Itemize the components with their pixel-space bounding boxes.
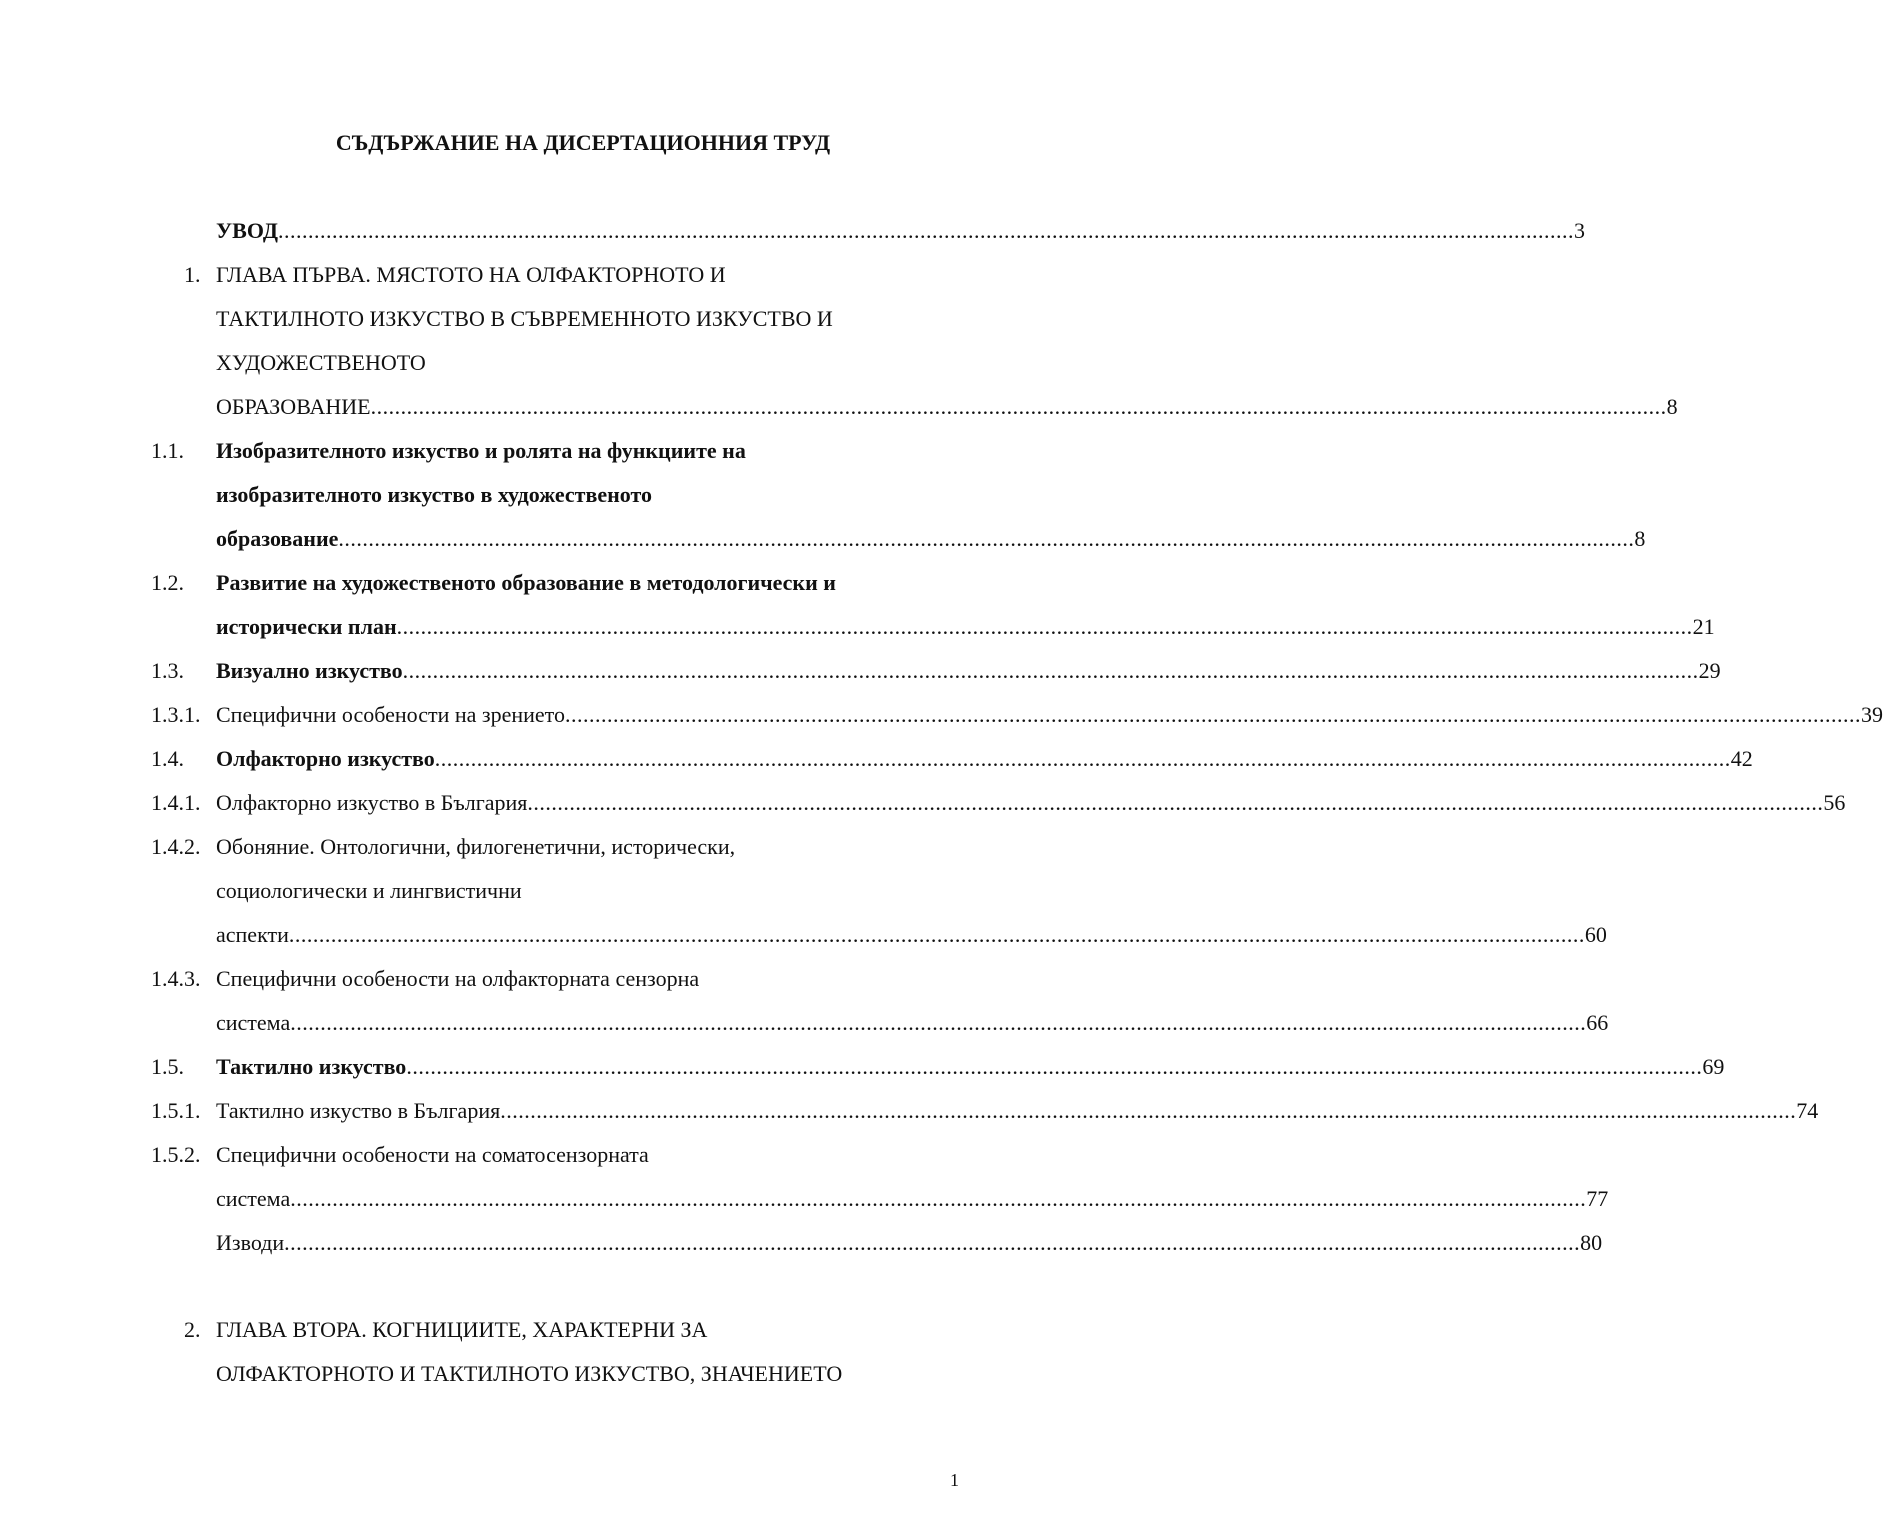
dot-leader: ........................................................................................................................................................................................................................ bbox=[370, 394, 1667, 419]
toc-page: 74 bbox=[1796, 1098, 1819, 1123]
toc-entry-1-4-3[interactable] bbox=[216, 1006, 1609, 1040]
dot-leader: ........................................................................................................................................................................................................................ bbox=[284, 1230, 1581, 1255]
toc-page: 29 bbox=[1698, 658, 1721, 683]
toc-heading-line[interactable]: ГЛАВА ВТОРА. КОГНИЦИИТЕ, ХАРАКТЕРНИ ЗА bbox=[216, 1317, 708, 1342]
toc-number: 1.4.3. bbox=[151, 966, 201, 991]
toc-entry-1-4[interactable] bbox=[216, 742, 1753, 776]
dot-leader: ........................................................................................................................................................................................................................ bbox=[290, 1186, 1587, 1211]
toc-page: 8 bbox=[1634, 526, 1646, 551]
toc-number: 1.5.1. bbox=[151, 1098, 201, 1123]
toc-label: Визуално изкуство bbox=[216, 658, 403, 683]
toc-entry-1-2[interactable] bbox=[216, 610, 1715, 644]
toc-entry-1-5-1[interactable] bbox=[216, 1094, 1819, 1128]
toc-entry-1-1[interactable] bbox=[216, 522, 1646, 556]
toc-entry-1-4-2[interactable] bbox=[216, 918, 1607, 952]
toc-number: 2. bbox=[184, 1317, 201, 1342]
toc-heading-line[interactable]: ТАКТИЛНОТО ИЗКУСТВО В СЪВРЕМЕННОТО ИЗКУСТВО И bbox=[216, 306, 833, 331]
toc-entry-ch1[interactable] bbox=[216, 390, 1678, 424]
dot-leader: ........................................................................................................................................................................................................................ bbox=[277, 218, 1574, 243]
toc-entry-1-5[interactable] bbox=[216, 1050, 1725, 1084]
toc-page: 80 bbox=[1580, 1230, 1603, 1255]
toc-entry-1-5-2[interactable] bbox=[216, 1182, 1609, 1216]
toc-label: Специфични особености на зрението bbox=[216, 702, 565, 727]
page-number: 1 bbox=[950, 1470, 959, 1490]
dot-leader: ........................................................................................................................................................................................................................ bbox=[527, 790, 1824, 815]
dot-leader: ........................................................................................................................................................................................................................ bbox=[338, 526, 1635, 551]
toc-page: 77 bbox=[1586, 1186, 1609, 1211]
toc-heading-line[interactable]: Специфични особености на олфакторната сензорна bbox=[216, 966, 700, 991]
toc-page: 3 bbox=[1573, 218, 1585, 243]
toc-heading-line[interactable]: Развитие на художественото образование в методологически и bbox=[216, 570, 836, 595]
toc-page: 8 bbox=[1666, 394, 1678, 419]
toc-page: 39 bbox=[1860, 702, 1883, 727]
toc-heading-line[interactable]: Обоняние. Онтологични, филогенетични, исторически, bbox=[216, 834, 736, 859]
toc-number: 1.3.1. bbox=[151, 702, 201, 727]
toc-page: 42 bbox=[1730, 746, 1753, 771]
dot-leader: ........................................................................................................................................................................................................................ bbox=[500, 1098, 1797, 1123]
dot-leader: ........................................................................................................................................................................................................................ bbox=[290, 1010, 1587, 1035]
toc-entry-1-3-1[interactable] bbox=[216, 698, 1883, 732]
toc-number: 1.4.2. bbox=[151, 834, 201, 859]
toc-heading-line[interactable]: Изобразителното изкуство и ролята на функциите на bbox=[216, 438, 746, 463]
toc-heading-line[interactable]: ХУДОЖЕСТВЕНОТО bbox=[216, 350, 426, 375]
toc-label: система bbox=[216, 1010, 291, 1035]
toc-heading-line[interactable]: изобразителното изкуство в художественото bbox=[216, 482, 653, 507]
toc-heading-line[interactable]: ОЛФАКТОРНОТО И ТАКТИЛНОТО ИЗКУСТВО, ЗНАЧЕНИЕТО bbox=[216, 1361, 843, 1386]
toc-page: 66 bbox=[1586, 1010, 1609, 1035]
toc-heading-line[interactable]: Специфични особености на соматосензорната bbox=[216, 1142, 649, 1167]
toc-label: система bbox=[216, 1186, 291, 1211]
toc-label: УВОД bbox=[216, 218, 278, 243]
dot-leader: ........................................................................................................................................................................................................................ bbox=[564, 702, 1861, 727]
toc-number: 1.4.1. bbox=[151, 790, 201, 815]
toc-label: Тактилно изкуство в България bbox=[216, 1098, 501, 1123]
dot-leader: ........................................................................................................................................................................................................................ bbox=[434, 746, 1731, 771]
toc-number: 1.3. bbox=[151, 658, 184, 683]
toc-label: ОБРАЗОВАНИЕ bbox=[216, 394, 371, 419]
toc-number: 1.2. bbox=[151, 570, 184, 595]
page-title: СЪДЪРЖАНИЕ НА ДИСЕРТАЦИОННИЯ ТРУД bbox=[335, 130, 831, 155]
toc-number: 1. bbox=[184, 262, 201, 287]
toc-page: 60 bbox=[1584, 922, 1607, 947]
toc-label: Олфакторно изкуство в България bbox=[216, 790, 528, 815]
toc-heading-line[interactable]: социологически и лингвистични bbox=[216, 878, 522, 903]
toc-page: 21 bbox=[1692, 614, 1715, 639]
toc-label: образование bbox=[216, 526, 339, 551]
toc-label: аспекти bbox=[216, 922, 289, 947]
toc-label: Олфакторно изкуство bbox=[216, 746, 435, 771]
toc-page: 56 bbox=[1823, 790, 1846, 815]
toc-entry-intro[interactable] bbox=[216, 214, 1585, 248]
toc-entry-conclusions[interactable] bbox=[216, 1226, 1603, 1260]
toc-number: 1.5. bbox=[151, 1054, 184, 1079]
dot-leader: ........................................................................................................................................................................................................................ bbox=[288, 922, 1585, 947]
toc-label: исторически план bbox=[216, 614, 397, 639]
dot-leader: ........................................................................................................................................................................................................................ bbox=[402, 658, 1699, 683]
toc-number: 1.4. bbox=[151, 746, 184, 771]
toc-label: Изводи bbox=[216, 1230, 285, 1255]
toc-heading-line[interactable]: ГЛАВА ПЪРВА. МЯСТОТО НА ОЛФАКТОРНОТО И bbox=[216, 262, 726, 287]
dot-leader: ........................................................................................................................................................................................................................ bbox=[396, 614, 1693, 639]
toc-entry-1-4-1[interactable] bbox=[216, 786, 1846, 820]
toc-entry-1-3[interactable] bbox=[216, 654, 1721, 688]
toc-label: Тактилно изкуство bbox=[216, 1054, 407, 1079]
toc-number: 1.1. bbox=[151, 438, 184, 463]
dot-leader: ........................................................................................................................................................................................................................ bbox=[406, 1054, 1703, 1079]
toc-number: 1.5.2. bbox=[151, 1142, 201, 1167]
toc-page: 69 bbox=[1702, 1054, 1725, 1079]
